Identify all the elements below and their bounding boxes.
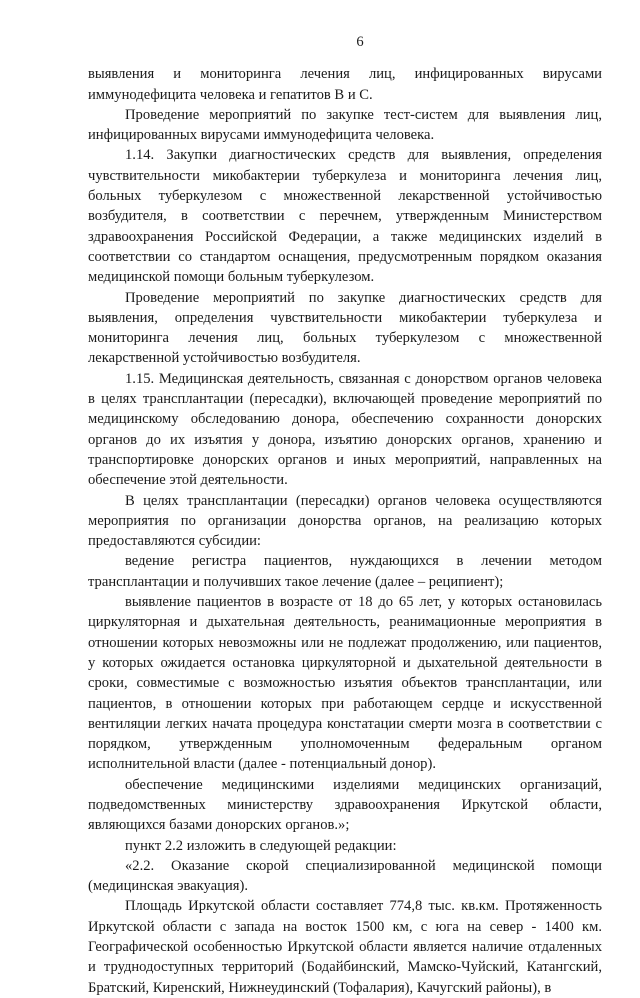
paragraph-1: выявления и мониторинга лечения лиц, инфицированных вирусами иммунодефицита человека и гепатитов В и С. <box>88 66 602 103</box>
paragraph-11: «2.2. Оказание скорой специализированной медицинской помощи (медицинская эвакуация). <box>88 857 602 895</box>
page-number: 6 <box>356 34 364 50</box>
paragraph-5: 1.15. Медицинская деятельность, связанная с донорством органов человека в целях трансплантации (пересадки), включающей проведение мероприятий по медицинскому обследованию донора, обеспечению сохранности донорских органов до их изъятия у донора, изъятию донорских органов, хранению и транспортировке донорских органов и иных мероприятий, направленных на обеспечение этой деятельности. <box>88 370 602 489</box>
paragraph-12: Площадь Иркутской области составляет 774,8 тыс. кв.км. Протяженность Иркутской области с запада на восток 1500 км, с юга на север - 1400 км. Географической особенностью Иркутской области является наличие отдаленных и труднодоступных территорий (Бодайбинский, Мамско-Чуйский, Катангский, Братский, Киренский, Нижнеудинский (Тофалария), Качугский районы), в <box>88 898 602 996</box>
paragraph-8: выявление пациентов в возрасте от 18 до 65 лет, у которых остановилась циркуляторная и дыхательная деятельность, реанимационные мероприятия в отношении которых невозможны или не подлежат продолжению, или пациентов, у которых ожидается остановка циркуляторной и дыхательной деятельности в сроки, совместимые с возможностью изъятия объектов трансплантации, или пациентов, в отношении которых при работающем сердце и искусственной вентиляции легких начата процедура констатации смерти мозга в соответствии с порядком, утвержденным уполномоченным федеральным органом исполнительной власти (далее - потенциальный донор). <box>88 594 602 773</box>
paragraph-2: Проведение мероприятий по закупке тест-систем для выявления лиц, инфицированных вирусами иммунодефицита человека. <box>88 106 602 144</box>
paragraph-3: 1.14. Закупки диагностических средств для выявления, определения чувствительности микобактерии туберкулеза и мониторинга лечения лиц, больных туберкулезом с множественной лекарственной устойчивостью возбудителя, в соответствии с перечнем, утвержденным Министерством здравоохранения Российской Федерации, а также медицинских изделий в соответствии со стандартом оснащения, предусмотренным порядком оказания медицинской помощи больным туберкулезом. <box>88 147 602 286</box>
paragraph-10: пункт 2.2 изложить в следующей редакции: <box>125 837 397 854</box>
paragraph-9: обеспечение медицинскими изделиями медицинских организаций, подведомственных министерству здравоохранения Иркутской области, являющихся базами донорских органов.»; <box>88 776 602 834</box>
paragraph-4: Проведение мероприятий по закупке диагностических средств для выявления, определения чувствительности микобактерии туберкулеза и мониторинга лечения лиц, больных туберкулезом с множественной лекарственной устойчивостью возбудителя. <box>88 289 602 367</box>
paragraph-6: В целях трансплантации (пересадки) органов человека осуществляются мероприятия по организации донорства органов, на реализацию которых предоставляются субсидии: <box>88 492 602 550</box>
paragraph-7: ведение регистра пациентов, нуждающихся в лечении методом трансплантации и получивших такое лечение (далее – реципиент); <box>88 553 602 590</box>
